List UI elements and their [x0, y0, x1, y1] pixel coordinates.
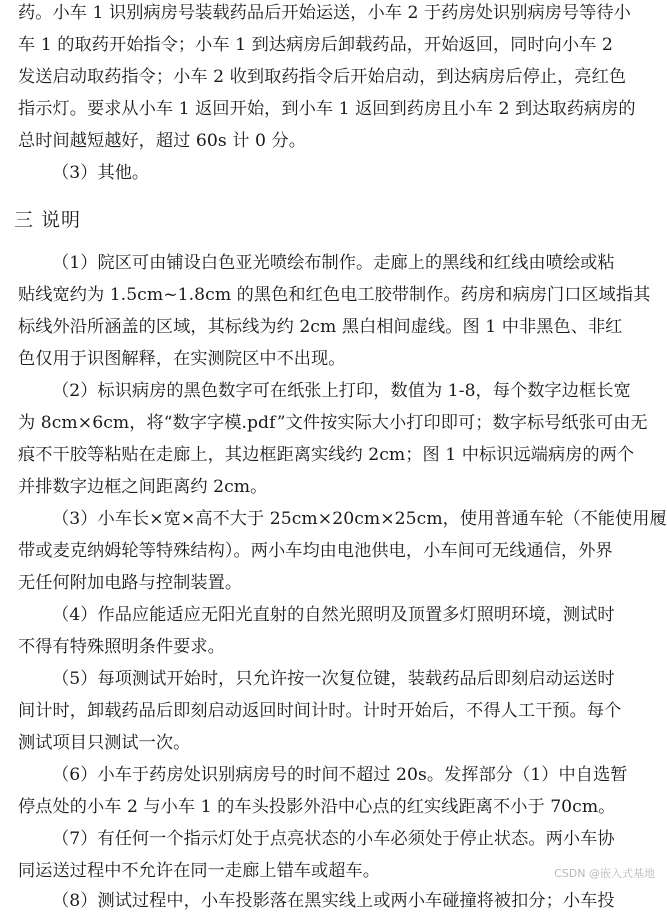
- note-3-line: 无任何附加电路与控制装置。: [18, 573, 243, 593]
- section-title: 三 说明: [14, 209, 82, 231]
- note-5-line: （5）每项测试开始时，只允许按一次复位键，装载药品后即刻启动运送时: [52, 669, 615, 689]
- watermark: CSDN @嵌入式基地: [554, 867, 655, 880]
- note-2-line: （2）标识病房的黑色数字可在纸张上打印，数值为 1-8，每个数字边框长宽: [52, 381, 631, 401]
- paragraph-line: 车 1 的取药开始指令；小车 1 到达病房后卸载药品，开始返回，同时向小车 2: [18, 35, 613, 55]
- note-2-line: 并排数字边框之间距离约 2cm。: [18, 477, 268, 497]
- note-1-line: 标线外沿所涵盖的区域，其标线为约 2cm 黑白相间虚线。图 1 中非黑色、非红: [18, 317, 623, 337]
- note-5-line: 间计时，卸载药品后即刻启动返回时间计时。计时开始后，不得人工干预。每个: [18, 701, 622, 721]
- note-4-line: 不得有特殊照明条件要求。: [18, 637, 225, 657]
- note-7-line: （7）有任何一个指示灯处于点亮状态的小车必须处于停止状态。两小车协: [52, 829, 615, 849]
- note-5-line: 测试项目只测试一次。: [18, 733, 191, 753]
- note-3-line: 带或麦克纳姆轮等特殊结构）。两小车均由电池供电，小车间可无线通信，外界: [18, 541, 613, 561]
- item-other: （3）其他。: [52, 163, 150, 183]
- note-6-line: 停点处的小车 2 与小车 1 的车头投影外沿中心点的红实线距离不小于 70cm。: [18, 797, 616, 817]
- note-3-line: （3）小车长×宽×高不大于 25cm×20cm×25cm，使用普通车轮（不能使用履: [52, 509, 667, 529]
- note-6-line: （6）小车于药房处识别病房号的时间不超过 20s。发挥部分（1）中自选暂: [52, 765, 628, 785]
- paragraph-line: 总时间越短越好，超过 60s 计 0 分。: [18, 131, 306, 151]
- note-1-line: 色仅用于识图解释，在实测院区中不出现。: [18, 349, 346, 369]
- note-1-line: 贴线宽约为 1.5cm~1.8cm 的黑色和红色电工胶带制作。药房和病房门口区域指其: [18, 285, 651, 305]
- paragraph-line: 发送启动取药指令；小车 2 收到取药指令后开始启动，到达病房后停止，亮红色: [18, 67, 627, 87]
- note-1-line: （1）院区可由铺设白色亚光喷绘布制作。走廊上的黑线和红线由喷绘或粘: [52, 253, 615, 273]
- paragraph-line: 药。小车 1 识别病房号装载药品后开始运送，小车 2 于药房处识别病房号等待小: [18, 3, 631, 23]
- note-8-line: （8）测试过程中，小车投影落在黑实线上或两小车碰撞将被扣分；小车投: [52, 891, 615, 911]
- note-2-line: 为 8cm×6cm，将“数字字模.pdf”文件按实际大小打印即可；数字标号纸张可由无: [18, 413, 648, 433]
- note-2-line: 痕不干胶等粘贴在走廊上，其边框距离实线约 2cm；图 1 中标识远端病房的两个: [18, 445, 635, 465]
- note-7-line: 同运送过程中不允许在同一走廊上错车或超车。: [18, 861, 380, 881]
- note-4-line: （4）作品应能适应无阳光直射的自然光照明及顶置多灯照明环境，测试时: [52, 605, 615, 625]
- paragraph-line: 指示灯。要求从小车 1 返回开始，到小车 1 返回到药房且小车 2 到达取药病房的: [18, 99, 636, 119]
